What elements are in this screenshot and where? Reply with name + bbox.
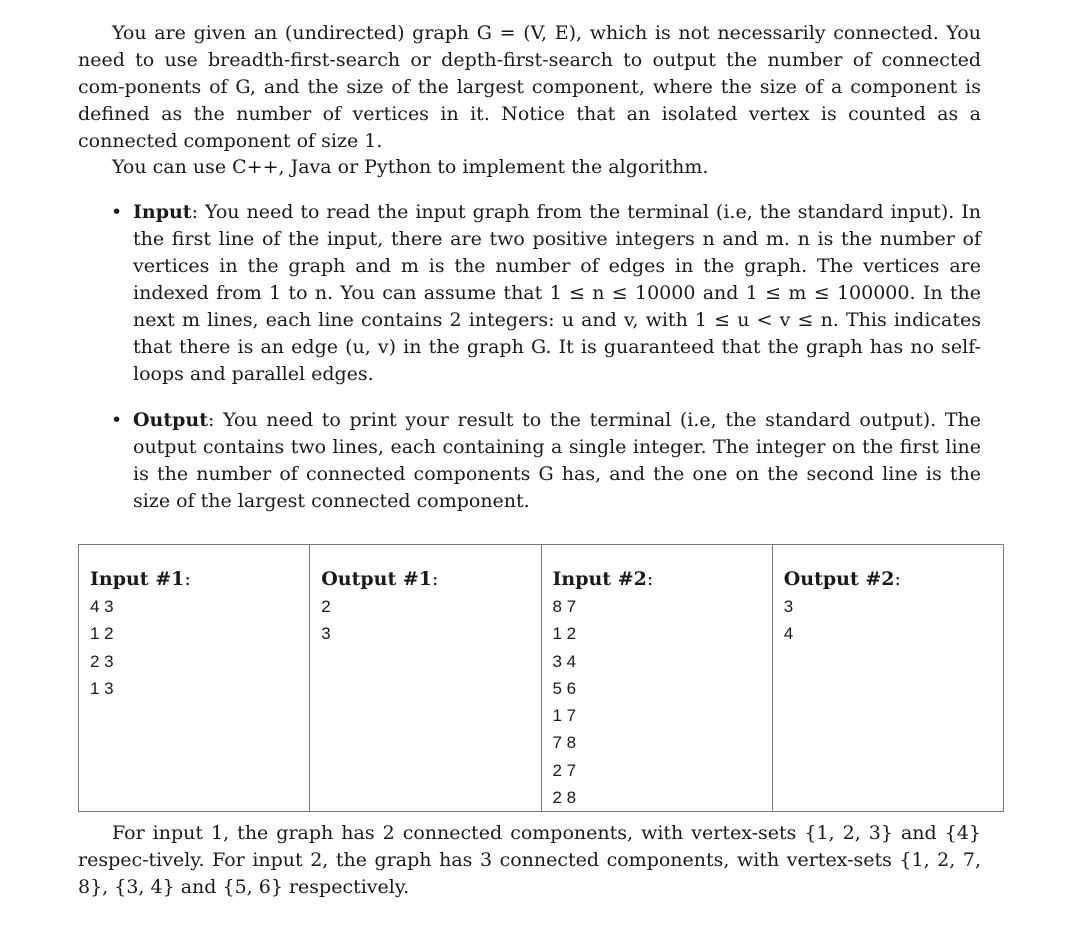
sample-line: 2 7 [552, 760, 577, 780]
sample-line: 2 8 [552, 788, 577, 808]
sample-line: 4 3 [90, 597, 114, 616]
sample-line: 3 4 [552, 651, 577, 671]
sample-cell-output-2 [772, 545, 1003, 812]
bullet-output-text: : You need to print your result to the terminal (i.e, the standard output). The output contains two lines, each containing a single integer. The integer on the first line is the number of connected components G has, and the one on the second line is the size of the largest connected component. [133, 409, 981, 512]
bullet-dot: • [111, 201, 123, 223]
sample-title: Output #2: [783, 568, 901, 590]
samples-table [78, 544, 1004, 812]
sample-cell-input-2 [541, 545, 772, 812]
sample-line: 8 7 [552, 597, 577, 616]
intro-paragraph: You are given an (undirected) graph G = (V, E), which is not necessarily connected. You need to use breadth-first-search or depth-first-search to output the number of connected com-ponents of G, and the size of the largest component, where the size of a component is defined as the number of vertices in it. Notice that an isolated vertex is counted as a connected component of size 1. [78, 22, 981, 152]
explanation-paragraph: For input 1, the graph has 2 connected components, with vertex-sets {1, 2, 3} and {4} respec-tively. For input 2, the graph has 3 connected components, with vertex-sets {1, 2, 7, 8}, {3, 4} and {5, 6} respectively. [78, 822, 981, 898]
language-note: You can use C++, Java or Python to implement the algorithm. [112, 156, 709, 178]
bullet-input-label: Input [133, 201, 192, 223]
bullet-dot: • [111, 409, 123, 431]
sample-line: 2 3 [90, 651, 114, 671]
bullet-input-text: : You need to read the input graph from the terminal (i.e, the standard input). In the first line of the input, there are two positive integers n and m. n is the number of vertices in the graph and m is the number of edges in the graph. The vertices are indexed from 1 to n. You can assume that 1 ≤ n ≤ 10000 and 1 ≤ m ≤ 100000. In the next m lines, each line contains 2 integers: u and v, with 1 ≤ u < v ≤ n. This indicates that there is an edge (u, v) in the graph G. It is guaranteed that the graph has no self-loops and parallel edges. [133, 201, 981, 385]
sample-line: 5 6 [552, 678, 577, 698]
sample-line: 3 [321, 624, 331, 644]
bullet-input [111, 199, 981, 388]
sample-line: 7 8 [552, 733, 577, 753]
sample-title: Output #1: [321, 568, 439, 590]
sample-line: 1 2 [552, 624, 577, 644]
sample-cell-output-1 [310, 545, 541, 812]
bullet-output [111, 407, 981, 515]
sample-line: 2 [321, 597, 331, 616]
sample-line: 4 [783, 624, 794, 644]
sample-cell-input-1 [79, 545, 310, 812]
sample-line: 1 3 [90, 678, 114, 698]
sample-line: 1 2 [90, 624, 114, 644]
bullet-output-label: Output [133, 409, 209, 431]
sample-line: 1 7 [552, 706, 577, 726]
sample-title: Input #2: [552, 568, 654, 590]
sample-title: Input #1: [90, 568, 191, 590]
sample-line: 3 [783, 597, 794, 616]
